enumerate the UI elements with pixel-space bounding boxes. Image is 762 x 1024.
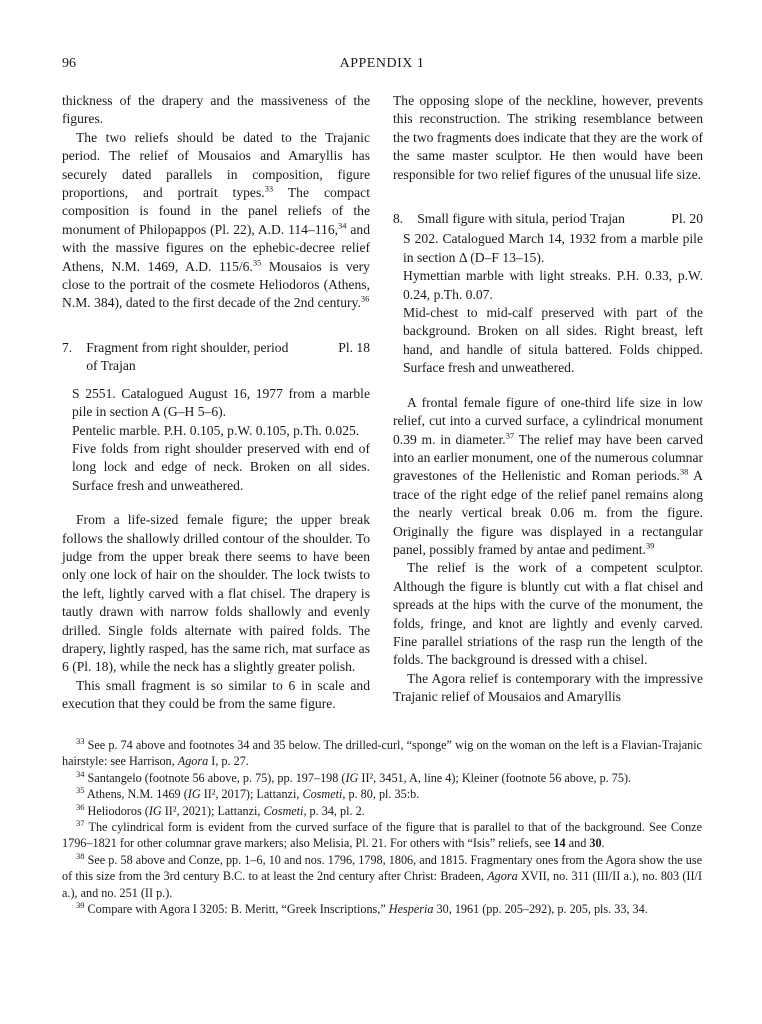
paragraph-description-7: From a life-sized female figure; the upper break follows the shallowly drilled contour of the shoulder. To judge from the upper break there seems to have been only one lock of hair on the shoulder. The lock twists to the left, lightly carved with a flat chisel. The drapery is tautly drawn with narrow folds shallowly and evenly drilled. Single folds alternate with paired folds. The drapery, lightly rasped, has the same rich, mat surface as 6 (Pl. 18), while the neck has a slightly greater polish. (62, 512, 370, 675)
footnote-38: $^{38}$ See p. 58 above and Conze, pp. 1–6, 10 and nos. 1796, 1798, 1806, and 1815. Fragmentary ones from the Agora show the use of this size from the 3rd century B.C. to at least the 2nd century after Christ: Bradeen, Agora XVII, no. 311 (III/II a.), no. 803 (II/I a.), and no. 251 (II p.). (62, 850, 702, 900)
paragraph-dating: The two reliefs should be dated to the Trajanic period. The relief of Mousaios and Amaryllis has securely dated parallels in composition, figure proportions, and portrait types.$^{33}$ The compact composition is found in the panel reliefs of the monument of Philopappos (Pl. 22), A.D. 114–116,34 and with the massive figures on the ephebic-decree relief Athens, N.M. 1469, A.D. 115/6.35 Mousaios is very close to the portrait of the cosmete Heliodoros (Athens, N.M. 384), dated to the first decade of the 2nd century.$^{36}$ (62, 129, 370, 311)
footnote-ref-33[interactable]: 33 (264, 183, 274, 194)
paragraph-agora: The Agora relief is contemporary with the impressive Trajanic relief of Mousaios and Amaryllis (393, 670, 703, 705)
footnote-36: $^{36}$ Heliodoros (IG II², 2021); Lattanzi, Cosmeti, p. 34, pl. 2. (76, 801, 365, 818)
paragraph-continued: thickness of the drapery and the massiveness of the figures. (62, 93, 370, 127)
footnote-33: $^{33}$ See p. 74 above and footnotes 34 and 35 below. The drilled-curl, “sponge” wig on the woman on the left is a Flavian-Trajanic hairstyle: see Harrison, Agora I, p. 27. (62, 735, 702, 769)
plate-reference: Pl. 20 (671, 211, 703, 227)
footnote-34: $^{34}$ Santangelo (footnote 56 above, p. 75), pp. 197–198 (IG II², 3451, A, line 4); Kleiner (footnote 56 above, p. 75). (76, 768, 632, 785)
catalogue-heading-8 (393, 210, 703, 228)
footnote-35: $^{35}$ Athens, N.M. 1469 (IG II², 2017); Lattanzi, Cosmeti, p. 80, pl. 35:b. (76, 785, 420, 802)
catalogue-number: 7. (62, 339, 73, 355)
material-info: Pentelic marble. P.H. 0.105, p.W. 0.105, p.Th. 0.025. (72, 422, 360, 438)
catalogue-number: 8. (393, 211, 404, 227)
catalogue-entry-7 (62, 385, 370, 495)
footnote-ref-37[interactable]: 37 (505, 429, 515, 440)
plate-reference: Pl. 18 (338, 339, 370, 355)
page-header (62, 56, 702, 78)
footnote-37: $^{37}$ The cylindrical form is evident from the curved surface of the figure that is parallel to that of the background. See Conze 1796–1821 for other columnar grave markers; also Melisia, Pl. 21. For others with “Isis” reliefs, see 14 and 30. (62, 817, 702, 851)
catalogue-heading-7 (62, 339, 370, 376)
footnote-ref-36[interactable]: 36 (360, 293, 370, 304)
footnote-ref-39[interactable]: 39 (645, 540, 655, 551)
material-info: Hymettian marble with light streaks. P.H. 0.33, p.W. 0.24, p.Th. 0.07. (403, 268, 703, 302)
catalogue-title: Fragment from right shoulder, period of Trajan (86, 339, 289, 374)
condition-info: Five folds from right shoulder preserved with end of long lock and edge of neck. Broken on all sides. Surface fresh and unweathered. (72, 440, 370, 493)
catalogue-entry-8 (393, 230, 703, 377)
footnote-ref-35[interactable]: 35 (252, 257, 262, 268)
left-column (62, 92, 370, 714)
footnote-ref-34[interactable]: 34 (338, 220, 347, 231)
paragraph-description-8: A frontal female figure of one-third life size in low relief, cut into a curved surface, a cylindrical monument 0.39 m. in diameter.$^{37}$ The relief may have been carved into an earlier monument, one of the numerous columnar gravestones of the Hellenistic and Roman periods.$^{38}$ A trace of the right edge of the relief panel remains along the nearly vertical break 0.06 m. from the figure. Originally the figure was displayed in a rectangular panel, possibly framed by antae and pediment.$^{39}$ (393, 394, 703, 557)
paragraph-similar: This small fragment is so similar to 6 in scale and execution that they could be from the same figure. (62, 677, 370, 712)
right-column (393, 92, 703, 707)
condition-info: Mid-chest to mid-calf preserved with part of the background. Broken on all sides. Right breast, left hand, and handle of situla battered. Folds chipped. Surface fresh and unweathered. (403, 305, 703, 376)
page-number: 96 (62, 56, 76, 71)
paragraph-continued-right: The opposing slope of the neckline, however, prevents this reconstruction. The striking resemblance between the two fragments does indicate that they are the work of the same master sculptor. He then would have been responsible for two relief figures of the unusual life size. (393, 93, 703, 182)
footnote-39: $^{39}$ Compare with Agora I 3205: B. Meritt, “Greek Inscriptions,” Hesperia 30, 1961 (pp. 205–292), p. 205, pls. 33, 34. (76, 900, 648, 917)
footnotes (62, 737, 702, 917)
paragraph-sculptor: The relief is the work of a competent sculptor. Although the figure is bluntly cut with a flat chisel and spreads at the hips with the curve of the monument, the folds, fringe, and knot are lightly and evenly carved. Fine parallel striations of the rasp run the length of the folds. The background is dressed with a chisel. (393, 560, 703, 668)
inventory-info: S 202. Catalogued March 14, 1932 from a marble pile in section Δ (D–F 13–15). (403, 231, 703, 265)
inventory-info: S 2551. Catalogued August 16, 1977 from a marble pile in section A (G–H 5–6). (72, 385, 370, 420)
footnote-ref-38[interactable]: 38 (679, 466, 689, 477)
catalogue-title: Small figure with situla, period Trajan (417, 211, 625, 227)
running-head: APPENDIX 1 (339, 56, 425, 71)
